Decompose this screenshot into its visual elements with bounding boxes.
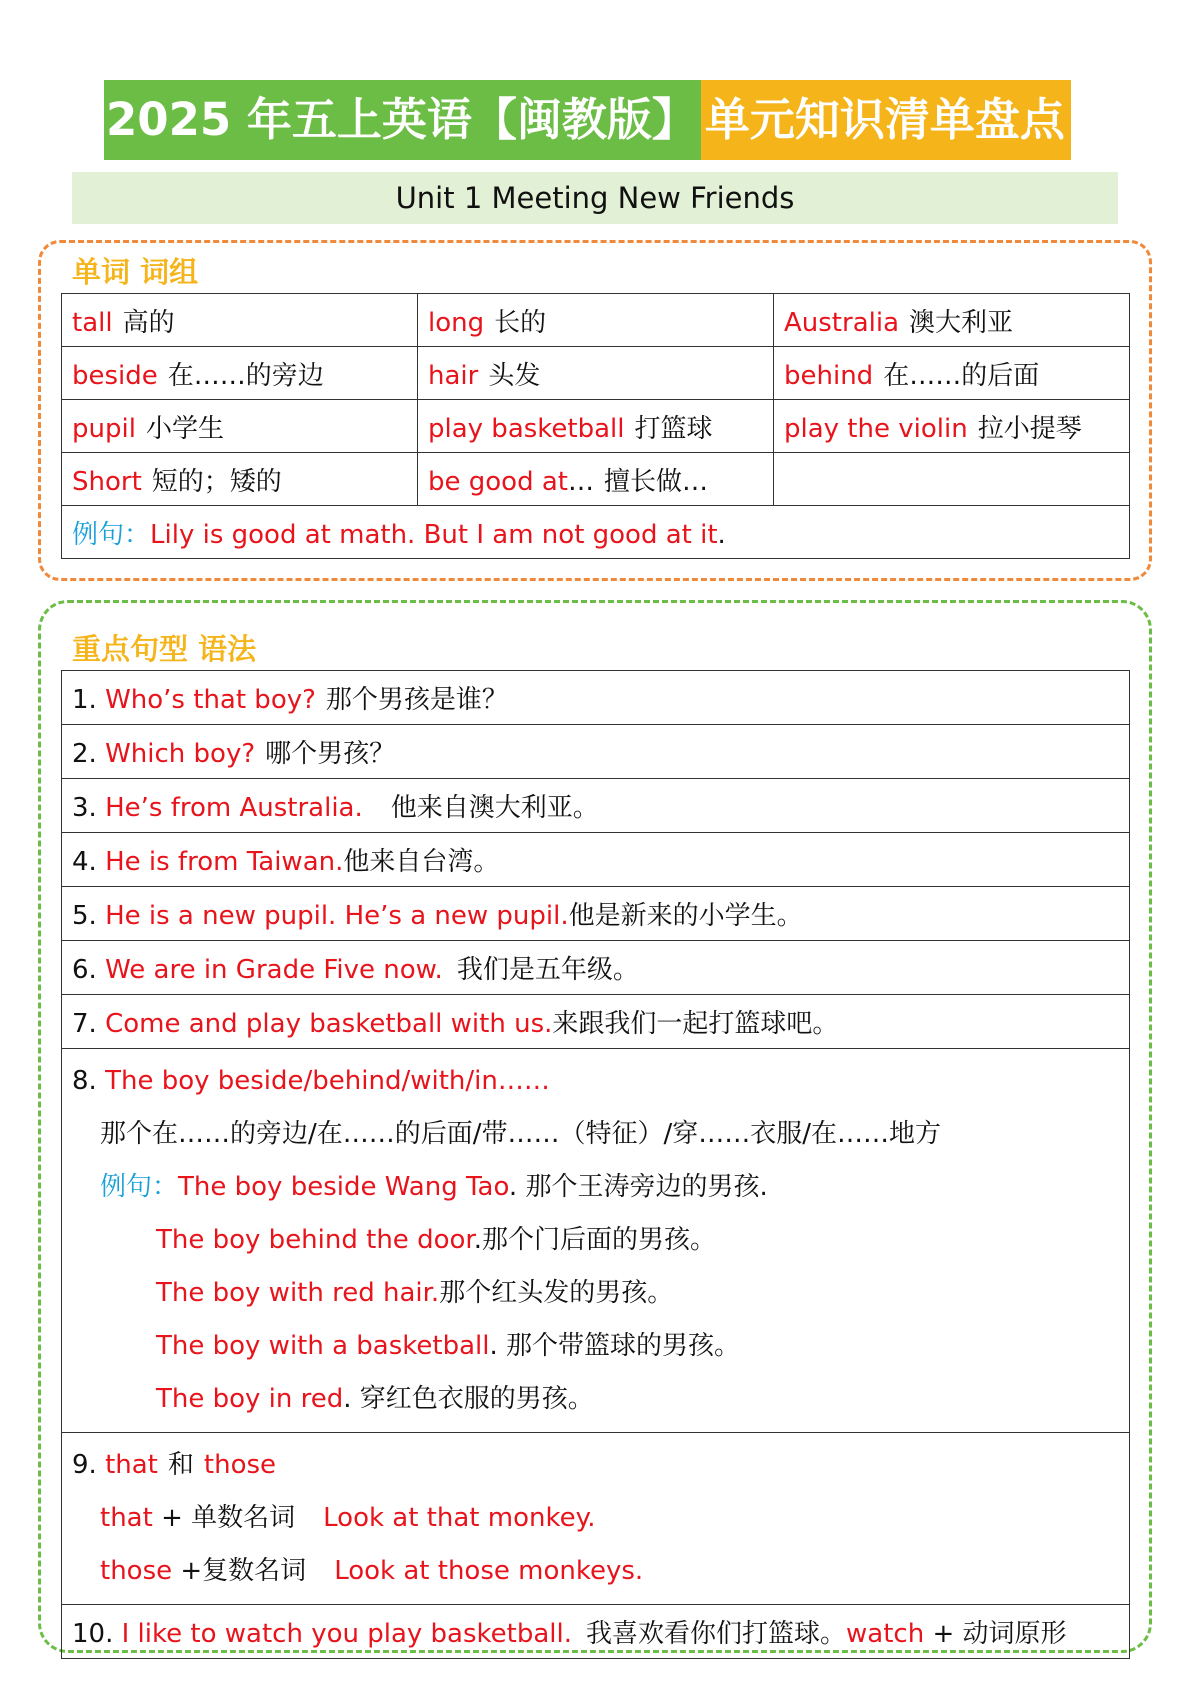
vocab-word: tall — [72, 307, 113, 338]
vocab-example — [62, 506, 1130, 559]
example-zh: .那个门后面的男孩。 — [473, 1225, 716, 1255]
vocab-meaning: 澳大利亚 — [909, 307, 1014, 338]
item-sentence: We are in Grade Five now. — [105, 955, 443, 985]
item8-translation: 那个在……的旁边/在……的后面/带……（特征）/穿……衣服/在……地方 — [100, 1119, 942, 1149]
item-translation: 我喜欢看你们打篮球。 — [586, 1619, 847, 1649]
example-en: The boy in red — [156, 1384, 344, 1414]
vocab-word: Short — [72, 466, 142, 497]
vocab-meaning: 长的 — [494, 307, 547, 338]
item9-word-that: that — [105, 1450, 158, 1480]
vocab-cell — [62, 453, 418, 506]
vocab-cell-empty — [774, 453, 1130, 506]
vocab-word: pupil — [72, 413, 136, 444]
vocab-cell — [62, 294, 418, 347]
rule-text: + 单数名词 — [161, 1503, 296, 1533]
item9-rule-line — [72, 1545, 1129, 1598]
item8-pattern: The boy beside/behind/with/in…… — [105, 1066, 550, 1096]
rule-text: +复数名词 — [180, 1556, 307, 1586]
vocab-example-row — [62, 506, 1130, 559]
vocab-cell — [418, 400, 774, 453]
vocab-meaning: 拉小提琴 — [977, 413, 1082, 444]
item-translation: 他是新来的小学生。 — [568, 901, 803, 931]
item8-example-line — [72, 1214, 1129, 1267]
item8-example-line — [72, 1320, 1129, 1373]
example-en: The boy with red hair. — [156, 1278, 440, 1308]
item-number: 7. — [72, 1009, 97, 1039]
rule-example: Look at that monkey. — [323, 1503, 596, 1533]
rule-word: those — [100, 1556, 173, 1586]
item-sentence: He’s from Australia. — [105, 793, 363, 823]
item-translation: 来跟我们一起打篮球吧。 — [552, 1009, 839, 1039]
grammar-item — [62, 995, 1130, 1049]
item-number: 9. — [72, 1450, 97, 1480]
example-zh: . 那个带篮球的男孩。 — [489, 1331, 741, 1361]
vocab-cell — [774, 400, 1130, 453]
vocab-row — [62, 347, 1130, 400]
item-translation: 哪个男孩？ — [265, 739, 396, 769]
vocab-word: play basketball — [428, 413, 625, 444]
item-sentence: He is a new pupil. He’s a new pupil. — [105, 901, 569, 931]
vocab-word: long — [428, 307, 485, 338]
item-translation: 那个男孩是谁？ — [325, 685, 508, 715]
vocab-row — [62, 294, 1130, 347]
vocab-word: be good at — [428, 466, 568, 497]
item-number: 3. — [72, 793, 97, 823]
item-sentence: Come and play basketball with us. — [105, 1009, 553, 1039]
vocab-cell — [62, 347, 418, 400]
item8-example-line — [72, 1161, 1129, 1214]
item9-rule-line — [72, 1492, 1129, 1545]
example-zh: . 那个王涛旁边的男孩. — [508, 1172, 768, 1202]
grammar-item-8 — [62, 1049, 1130, 1433]
grammar-heading: 重点句型 语法 — [72, 632, 257, 666]
item8-head — [72, 1055, 1129, 1108]
grammar-item — [62, 779, 1130, 833]
item9-head — [72, 1439, 1129, 1492]
vocab-meaning: 短的；矮的 — [151, 466, 282, 497]
item-translation: 他来自澳大利亚。 — [390, 793, 599, 823]
rule-text: + 动词原形 — [932, 1619, 1067, 1649]
title-part1: 2025 年五上英语【闽教版】 — [104, 80, 701, 160]
vocab-cell — [774, 347, 1130, 400]
vocab-meaning: 小学生 — [145, 413, 224, 444]
grammar-item-9 — [62, 1433, 1130, 1605]
page-title — [104, 80, 1071, 160]
example-zh: . 穿红色衣服的男孩。 — [343, 1384, 594, 1414]
grammar-item — [62, 833, 1130, 887]
vocab-row — [62, 400, 1130, 453]
vocab-cell — [418, 294, 774, 347]
grammar-item — [62, 941, 1130, 995]
item-number: 6. — [72, 955, 97, 985]
vocab-meaning: 在……的旁边 — [167, 360, 324, 391]
vocab-table — [61, 293, 1130, 559]
item-number: 10. — [72, 1619, 114, 1649]
rule-example: Look at those monkeys. — [334, 1556, 644, 1586]
item9-and: 和 — [167, 1450, 194, 1480]
example-en: The boy with a basketball — [156, 1331, 490, 1361]
vocab-word-suffix: … — [567, 466, 594, 497]
vocab-word: behind — [784, 360, 874, 391]
item-number: 4. — [72, 847, 97, 877]
unit-title: Unit 1 Meeting New Friends — [72, 172, 1118, 224]
item-number: 5. — [72, 901, 97, 931]
vocab-meaning: 高的 — [122, 307, 175, 338]
vocab-row — [62, 453, 1130, 506]
item-translation: 他来自台湾。 — [343, 847, 500, 877]
item-sentence: Who’s that boy? — [105, 685, 316, 715]
rule-word: that — [100, 1503, 153, 1533]
grammar-table — [61, 670, 1130, 1659]
vocab-meaning: 在……的后面 — [883, 360, 1040, 391]
item-sentence: Which boy? — [105, 739, 256, 769]
example-zh: 那个红头发的男孩。 — [439, 1278, 674, 1308]
example-label: 例句： — [100, 1172, 179, 1202]
vocab-word: beside — [72, 360, 158, 391]
vocab-cell — [62, 400, 418, 453]
item-sentence: I like to watch you play basketball. — [121, 1619, 572, 1649]
item-translation: 我们是五年级。 — [456, 955, 639, 985]
vocab-meaning: 头发 — [488, 360, 541, 391]
vocab-word: play the violin — [784, 413, 968, 444]
vocab-meaning: 擅长做… — [603, 466, 708, 497]
item-number: 2. — [72, 739, 97, 769]
example-en: The boy beside Wang Tao — [178, 1172, 509, 1202]
vocab-cell — [774, 294, 1130, 347]
grammar-item-10 — [62, 1605, 1130, 1659]
vocab-heading: 单词 词组 — [72, 255, 199, 289]
item-sentence: He is from Taiwan. — [105, 847, 344, 877]
example-en: The boy behind the door — [156, 1225, 474, 1255]
grammar-item — [62, 671, 1130, 725]
vocab-meaning: 打篮球 — [634, 413, 713, 444]
item9-word-those: those — [203, 1450, 277, 1480]
example-label: 例句： — [72, 519, 151, 550]
rule-word: watch — [846, 1619, 925, 1649]
vocab-word: Australia — [784, 307, 900, 338]
item8-example-line — [72, 1373, 1129, 1426]
vocab-cell — [418, 347, 774, 400]
grammar-item — [62, 725, 1130, 779]
item8-example-line — [72, 1267, 1129, 1320]
grammar-item — [62, 887, 1130, 941]
item-number: 1. — [72, 685, 97, 715]
vocab-word: hair — [428, 360, 479, 391]
item-number: 8. — [72, 1066, 97, 1096]
title-part2: 单元知识清单盘点 — [701, 80, 1071, 160]
vocab-cell — [418, 453, 774, 506]
example-end: . — [717, 519, 726, 550]
example-sentence: Lily is good at math. But I am not good at it — [150, 519, 718, 550]
